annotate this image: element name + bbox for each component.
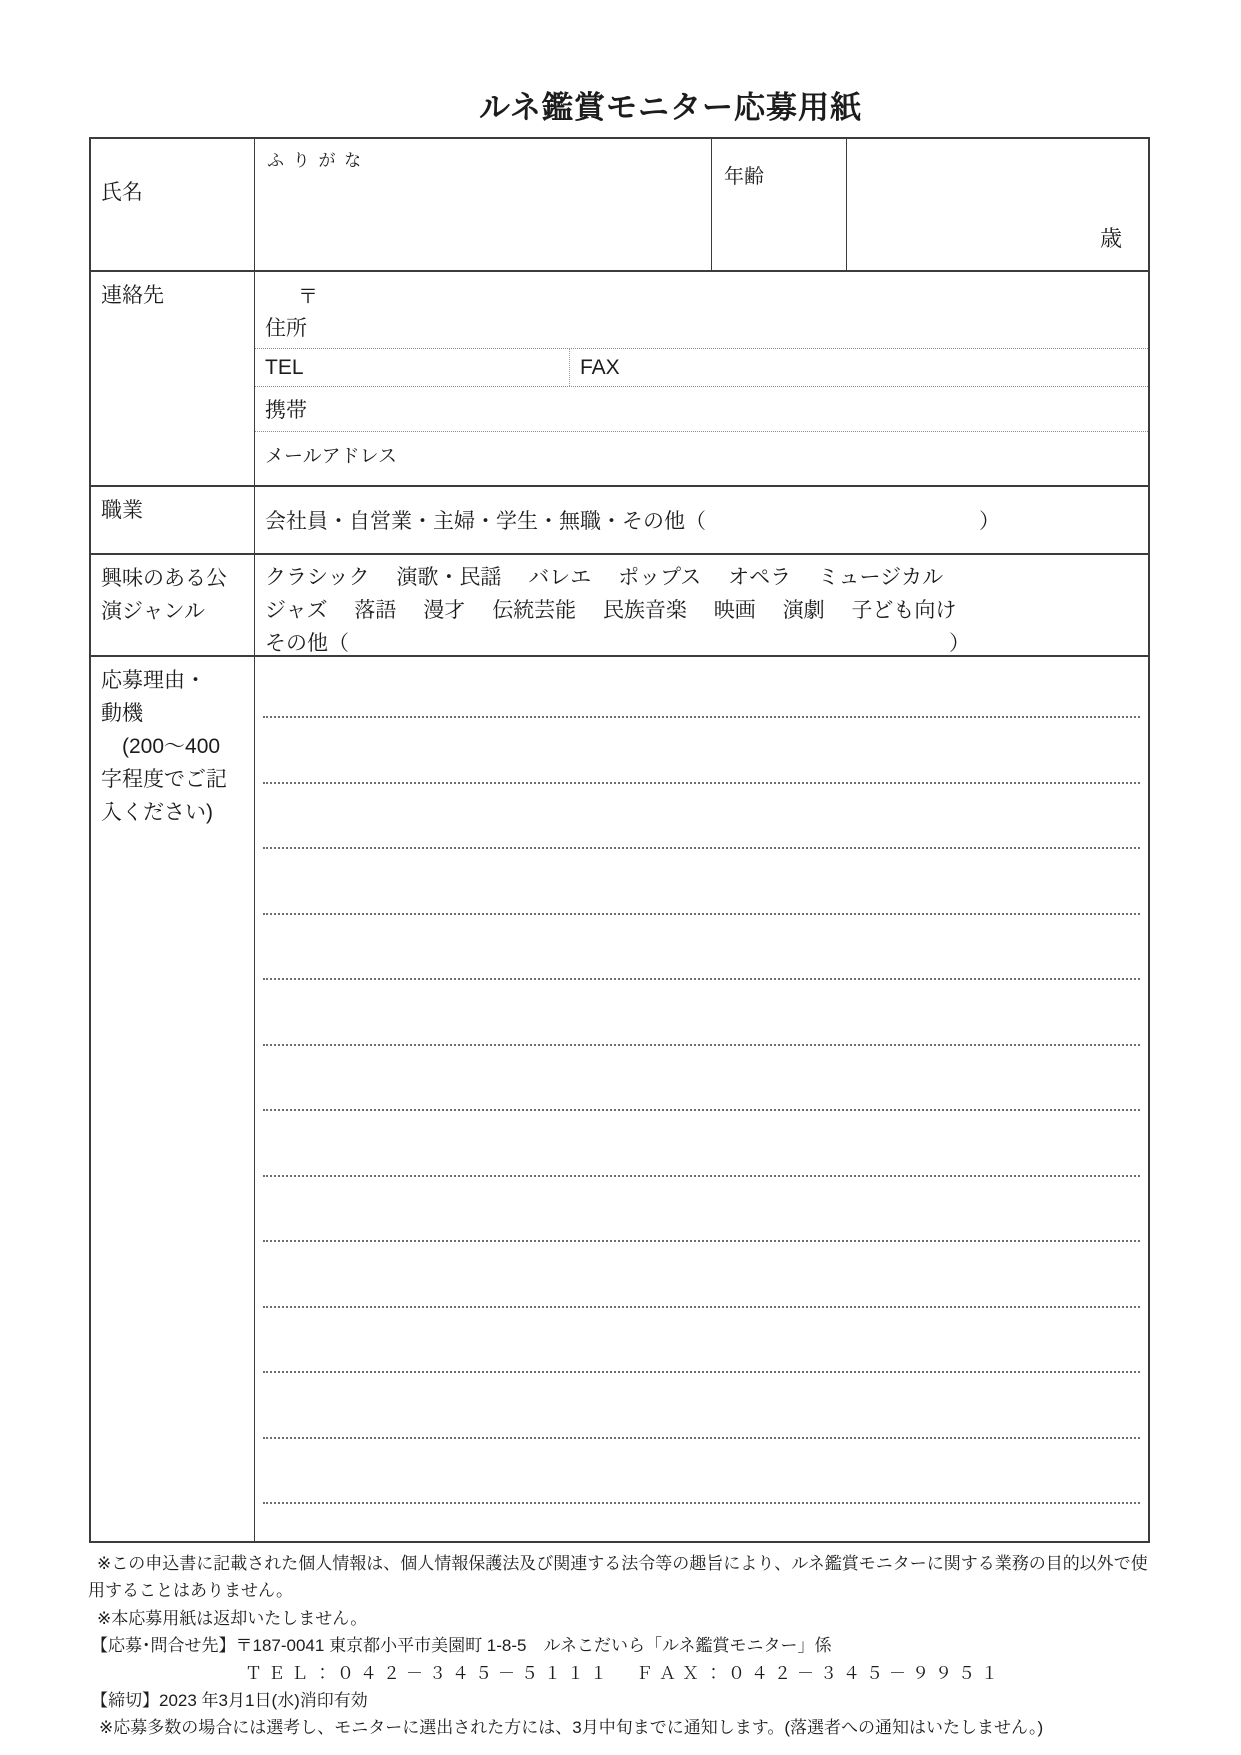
selection-note: ※応募多数の場合には選考し、モニターに選出された方には、3月中旬までに通知します。(落選者への通知はいたしません。) [99,1718,1044,1738]
writing-line [263,1044,1140,1046]
email-label: メールアドレス [265,446,398,467]
page-title: ルネ鑑賞モニター応募用紙 [478,90,863,125]
occupation-options: 会社員・自営業・主婦・学生・無職・その他（ [265,510,706,533]
tel-input-area [255,349,570,386]
genre-other-line [265,627,1148,660]
furigana-label: ふ り が な [267,151,364,170]
no-return-note: ※本応募用紙は返却いたしません。 [97,1608,368,1628]
mobile-input-area [255,386,1148,431]
motivation-label-line: (200〜400 [101,735,221,758]
application-form-table [89,137,1150,1543]
age-input-area [847,139,1148,270]
occupation-options-area [255,487,1148,553]
writing-line [263,782,1140,784]
writing-line [263,1306,1140,1308]
contact-fields [255,272,1148,485]
fax-input-area [570,349,1148,386]
writing-line [263,1175,1140,1177]
motivation-label [91,657,255,1541]
age-label: 年齢 [712,139,847,270]
occupation-row [91,487,1148,555]
genre-close-paren: ） [949,632,970,655]
genre-options-area [255,555,1148,655]
writing-line [263,847,1140,849]
writing-line [263,1437,1140,1439]
genre-options-line2: ジャズ 落語 漫才 伝統芸能 民族音楽 映画 演劇 子ども向け [265,599,957,622]
writing-line [263,1240,1140,1242]
contact-tel-fax: ＴＥＬ：０４２－３４５－５１１１ ＦＡＸ：０４２－３４５－９９５１ [245,1663,1004,1683]
genre-row [91,555,1148,657]
contact-row [91,272,1148,487]
tel-label: TEL [265,355,304,379]
writing-line [263,1371,1140,1373]
tel-fax-subrow [255,348,1148,386]
privacy-note-line2: 用することはありません。 [88,1581,294,1601]
motivation-row [91,657,1148,1541]
address-label: 住所 [265,317,307,340]
genre-label-line1: 興味のある公 [101,567,227,590]
motivation-label-line: 動機 [101,702,143,725]
writing-line [263,978,1140,980]
mobile-label: 携帯 [265,399,307,422]
footer-notes [88,1550,1218,1742]
name-input-area [255,139,712,270]
writing-line [263,913,1140,915]
postal-mark: 〒 [298,286,318,308]
occupation-close-paren: ） [979,510,1000,533]
name-label: 氏名 [91,139,255,270]
application-contact-info: 【応募･問合せ先】〒187-0041 東京都小平市美園町 1-8-5 ルネこだいら「ルネ鑑賞モニター」係 [91,1636,832,1656]
deadline-note: 【締切】2023 年3月1日(水)消印有効 [91,1691,368,1711]
writing-line [263,716,1140,718]
email-input-area [255,431,1148,485]
name-row [91,139,1148,272]
motivation-label-line: 応募理由・ [101,669,206,692]
writing-line [263,1502,1140,1504]
writing-line [263,1109,1140,1111]
genre-options-line1: クラシック 演歌・民謡 バレエ ポップス オペラ ミュージカル [265,566,944,589]
genre-label [91,555,255,655]
genre-label-line2: 演ジャンル [101,600,206,623]
address-input-area [255,272,1148,348]
motivation-label-line: 字程度でご記 [101,768,227,791]
occupation-label: 職業 [91,487,255,553]
contact-label: 連絡先 [91,272,255,485]
age-unit-label: 歳 [1099,226,1122,251]
motivation-label-line: 入ください) [101,801,213,824]
motivation-writing-area [255,657,1148,1541]
genre-other-prefix: その他（ [265,632,349,655]
fax-label: FAX [580,355,620,379]
privacy-note-line1: ※この申込書に記載された個人情報は、個人情報保護法及び関連する法令等の趣旨により、ルネ鑑賞モニターに関する業務の目的以外で使 [97,1554,1148,1573]
